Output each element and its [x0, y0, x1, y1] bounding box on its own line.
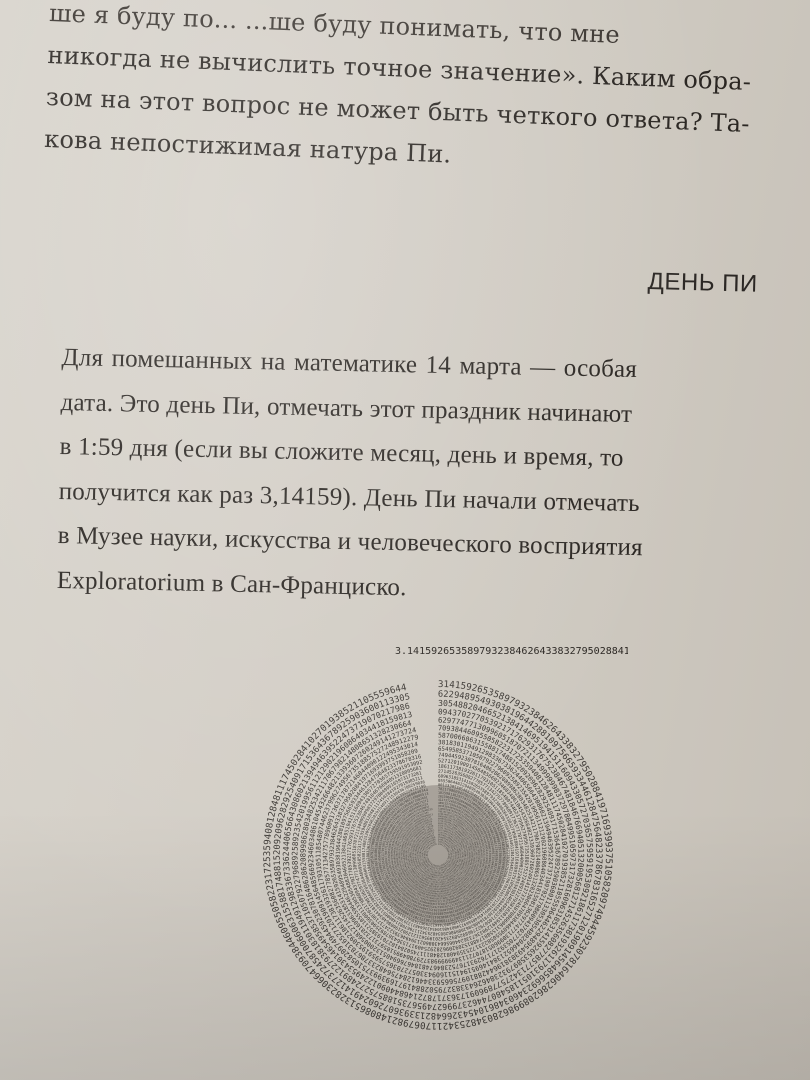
digit-ring: 7093844609550582231725359408128481117450284102701938521105559644622948954930381964428810975665933446128475648233786783165271201909145648566923460348610454326648213393607260249141273724: [307, 724, 569, 986]
text-line: получится как раз 3,14159). День Пи начали отмечать: [58, 469, 779, 529]
digit-ring: 7494459230781640628620899862803482534211706798214808651328230664709384460955058223172535940812848111745028410270193852110555964462294895493038196442881097566593344612847564823378678316: [336, 753, 541, 958]
text-line: в 1:59 дня (если вы сложите месяц, день и время, то: [59, 425, 780, 485]
text-line: кова непостижимая натура Пи.: [44, 118, 785, 188]
pi-digits-spiral-figure: [248, 640, 628, 1070]
digit-ring: 2714526356082778577134275778960917363717872146844090122495343014654958537105079227968925892354201995611212902196086403441815981362977477130996051870721134999999837297804995105973173281: [352, 769, 525, 942]
text-line: ше я буду по... ...ше буду понимать, что мне: [48, 0, 789, 62]
dense-center: [368, 785, 508, 925]
digit-ring: 6549585371050792279689258923542019956112129021960864034418159813629774771309960518707211349999998372978049951059731732816096318531415926535897932384626433832795028841971693993751058209: [330, 747, 547, 964]
digit-ring: 3141592653589793238462643383279502884197169399375105820974944592307816406286208998628034825342117067982148086513282306647093844609550582231725359408128481117450284102701938521105559644: [262, 679, 614, 1031]
digit-ring: 6096318531415926535897932384626433832795028841971693993751058209749445923078164062862089986280348253421170679821480865132823066470938446095505822317253594081284811174502841027019385211: [356, 773, 519, 936]
digit-ring: 5870066063155881748815209209628292540917153643678925903600113305305488204665213841469519415116094330572703657595919530921861173819326117931051185480744623799627495673518857527248912279: [314, 731, 561, 978]
digit-ring: 0011330530548820466521384146951941511609433057270365759591953092186117381932611793105118548074462379962749567351885752724891227938183011949129833673362440656643086021394946395224737190: [365, 782, 511, 928]
text-line: Exploratorium в Сан-Франциско.: [56, 558, 777, 618]
text-line: зом на этот вопрос не может быть четкого ответа? Та-: [45, 76, 786, 146]
text-line: Для помешанных на математике 14 марта — особая: [61, 336, 782, 396]
digit-spiral: [262, 679, 614, 1031]
digit-ring: 6229489549303819644288109756659334461284756482337867831652712019091456485669234603486104543266482133936072602491412737245870066063155881748815209209628292540917153643678925903600113305: [273, 690, 604, 1021]
text-line: в Музее науки, искусства и человеческого восприятия: [57, 514, 778, 574]
digit-ring: 1861173819326117931051185480744623799627495673518857527248912279381830119491298336733624406566430860213949463952247371907021798609437027705392171762931767523846748184676694051320005681: [347, 764, 530, 947]
digit-ring: 3818301194912983367336244065664308602139494639522473719070217986094370277053921717629317675238467481846766940513200056812714526356082778577134275778960917363717872146844090122495343014: [322, 739, 554, 971]
text-line: никогда не вычислить точное значение». Каким обра-: [47, 34, 788, 104]
section-heading: ДЕНЬ ПИ: [647, 268, 758, 299]
text-line: дата. Это день Пи, отмечать этот праздник начинают: [60, 380, 781, 440]
previous-paragraph-ending: [44, 0, 790, 188]
pi-start-label: 3.1415926535897932384626433832795028841: [395, 646, 628, 657]
digit-ring: 0555964462294895493038196442881097566593344612847564823378678316527120190914564856692346034861045432664821339360726024914127372458700660631558817488152092096282925409171536436789259036: [361, 778, 515, 932]
digit-ring: 5271201909145648566923460348610454326648213393607260249141273724587006606315588174881520920962829254091715364367892590360011330530548820466521384146951941511609433057270365759591953092: [341, 758, 534, 951]
digit-ring: 3054882046652138414695194151160943305727036575959195309218611738193261179310511854807446237996274956735188575272489122793818301194912983367336244065664308602139494639522473719070217986: [281, 698, 595, 1012]
digit-ring: 6297747713099605187072113499999983729780499510597317328160963185314159265358979323846264338327950288419716939937510582097494459230781640628620899862803482534211706798214808651328230664: [299, 716, 578, 995]
pi-day-paragraph: [56, 336, 781, 618]
pi-spiral-svg: [248, 640, 628, 1070]
digit-ring: 0943702770539217176293176752384674818467669405132000568127145263560827785771342757789609173637178721468440901224953430146549585371050792279689258923542019956112129021960864034418159813: [290, 707, 585, 1002]
